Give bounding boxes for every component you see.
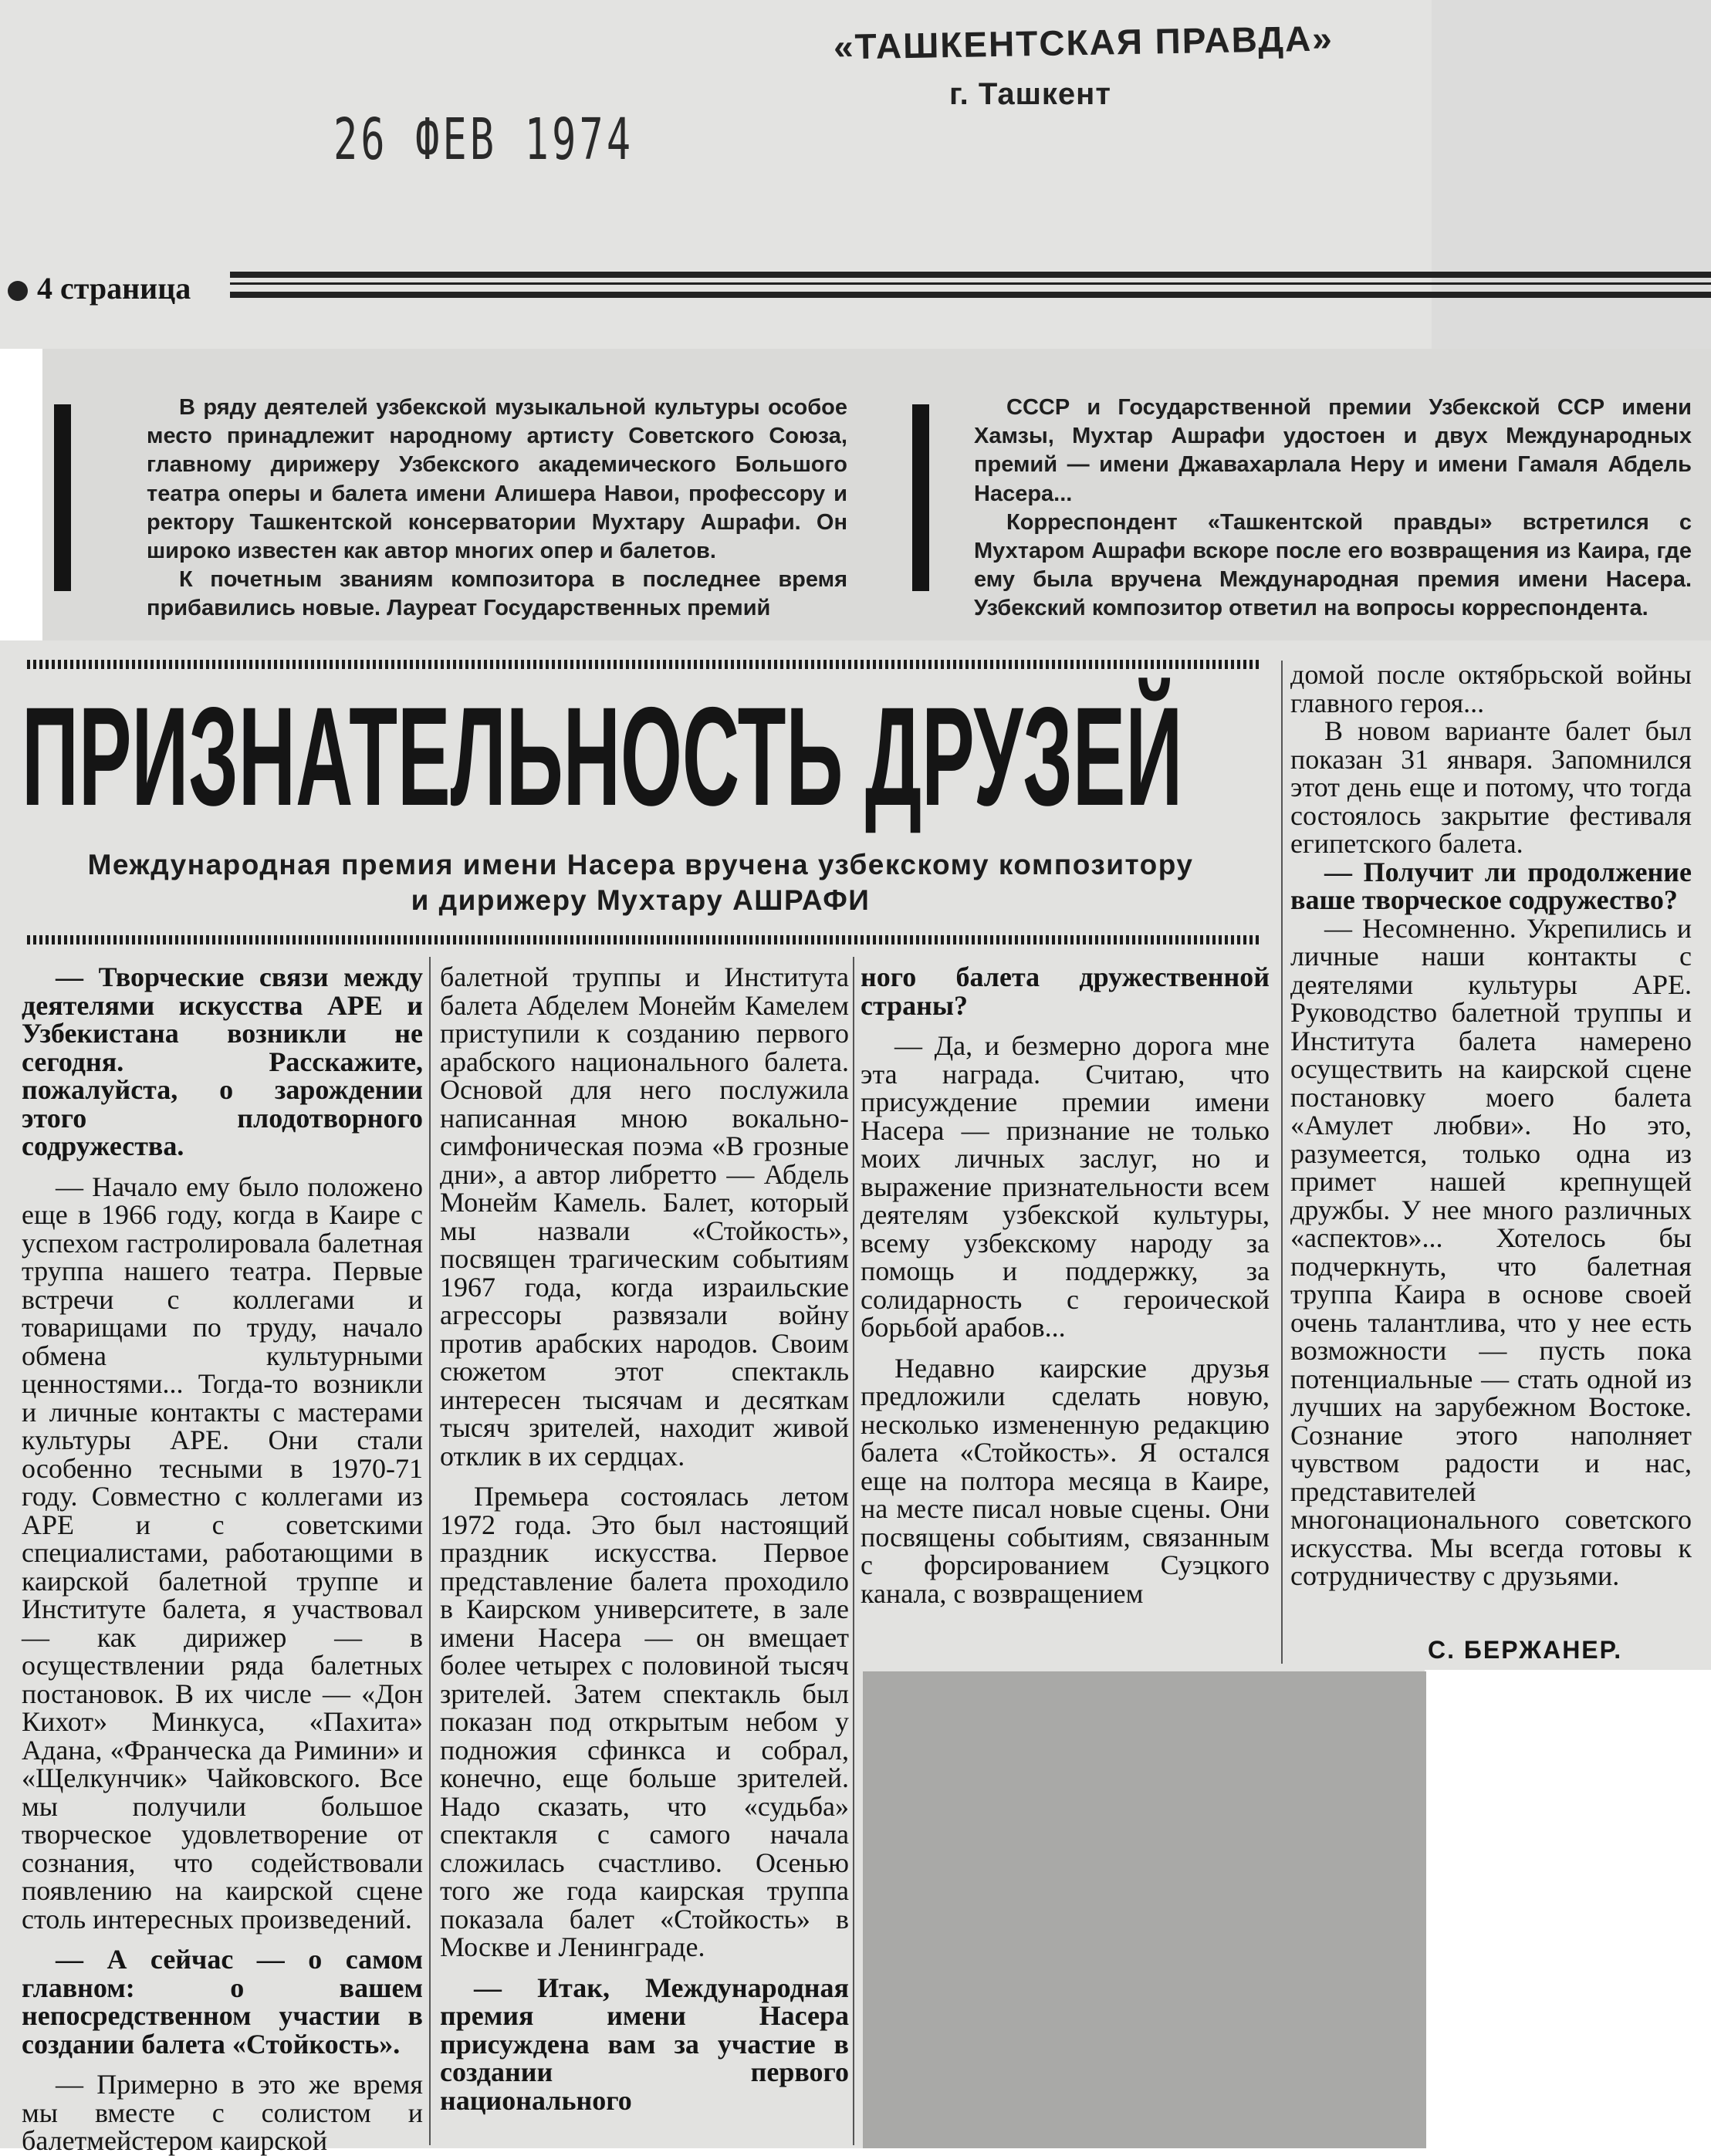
intro-paragraph: СССР и Государственной премии Узбекской ССР имени Хамзы, Мухтар Ашрафи удостоен и двух Международных премий — имени Джавахарлала Неру и имени Гамаля Абдель Насера...	[974, 395, 1692, 506]
article-column-2	[440, 963, 849, 2114]
answer-paragraph: Недавно каирские друзья предложили сделать новую, несколько измененную редакцию балета «Стойкость». Я остался еще на полтора месяца в Каире, на месте писал новые сцены. Они посвящены событиям, связанным с форсированием Суэцкого канала, с возвращением	[861, 1352, 1270, 1609]
answer-paragraph: — Начало ему было положено еще в 1966 году, когда в Каире с успехом гастролировала балетная труппа нашего театра. Первые встречи с коллегами и товарищами по труду, начало обмена культурными ценностями... Тогда-то возникли и личные контакты с мастерами культуры АРЕ. Они стали особенно тесными в 1970-71 году. Совместно с коллегами из АРЕ и с советскими специалистами, работающими в каирской балетной труппе и Институте балета, я участвовал — как дирижер — в осуществлении ряда балетных постановок. В их числе — «Дон Кихот» Минкуса, «Пахита» Адана, «Франческа да Римини» и «Щелкунчик» Чайковского. Все мы получили большое творческое удовлетворение от сознания, что содействовали появлению на каирской сцене столь интересных произведений.	[22, 1171, 423, 1935]
question-paragraph: — Итак, Международная премия имени Насера присуждена вам за участие в создании первого национального	[440, 1972, 849, 2116]
city-stamp: г. Ташкент	[949, 77, 1111, 111]
page-number: 4 страница	[37, 271, 191, 306]
scan-background	[863, 1671, 1426, 2148]
newspaper-stamp: «ТАШКЕНТСКАЯ ПРАВДА»	[833, 18, 1334, 67]
intro-bar	[54, 404, 71, 591]
answer-paragraph: В новом варианте балет был показан 31 января. Запомнился этот день еще и потому, что тогда состоялось закрытие фестиваля египетского балета.	[1290, 715, 1692, 859]
answer-paragraph: Премьера состоялась летом 1972 года. Это был настоящий праздник искусства. Первое представление балета проходило в Каирском университете, в зале имени Насера — он вмещает более четырех с половиной тысяч зрителей. Затем спектакль был показан под открытым небом у подножия сфинкса и собрал, конечно, еще больше зрителей. Надо сказать, что «судьба» спектакля с самого начала сложилась счастливо. Осенью того же года каирская труппа показала балет «Стойкость» в Москве и Ленинграде.	[440, 1481, 849, 1962]
intro-paragraph: К почетным званиям композитора в последнее время прибавились новые. Лауреат Государственных премий	[147, 567, 847, 621]
intro-left-column	[147, 394, 847, 623]
intro-paragraph: В ряду деятелей узбекской музыкальной культуры особое место принадлежит народному артисту Советского Союза, главному дирижеру Узбекского академического Большого театра оперы и балета имени Алишера Навои, профессору и ректору Ташкентской консерватории Мухтару Ашрафи. Он широко известен как автор многих опер и балетов.	[147, 395, 847, 564]
dotted-rule	[27, 660, 1262, 669]
answer-paragraph: — Примерно в это же время мы вместе с солистом и балетмейстером каирской	[22, 2069, 423, 2156]
question-paragraph: — Получит ли продолжение ваше творческое содружество?	[1290, 856, 1692, 915]
column-divider	[429, 957, 431, 2145]
answer-paragraph: домой после октябрьской войны главного героя...	[1290, 659, 1692, 718]
header-rule	[230, 292, 1711, 298]
bullet-icon	[8, 281, 28, 301]
headline: ПРИЗНАТЕЛЬНОСТЬ ДРУЗЕЙ	[22, 678, 1183, 835]
column-divider	[1281, 661, 1283, 1664]
date-stamp: 26 ФЕВ 1974	[333, 106, 634, 173]
author-signature: С. БЕРЖАНЕР.	[1428, 1636, 1623, 1664]
header-rule	[230, 282, 1711, 285]
article-column-1	[22, 963, 423, 2155]
clipping-header-paper-right	[1432, 0, 1711, 351]
dotted-rule	[27, 935, 1262, 945]
subtitle-line: Международная премия имени Насера вручена узбекскому композитору	[87, 849, 1194, 880]
header-rule	[230, 272, 1711, 278]
answer-paragraph: балетной труппы и Института балета Абделем Монейм Камелем приступили к созданию первого арабского национального балета. Основой для него послужила написанная мною вокально-симфоническая поэма «В грозные дни», а автор либретто — Абдель Монейм Камель. Балет, который мы назвали «Стойкость», посвящен трагическим событиям 1967 года, когда израильские агрессоры развязали войну против арабских народов. Своим сюжетом этот спектакль интересен тысячам и десяткам тысяч зрителей, находит живой отклик в их сердцах.	[440, 961, 849, 1472]
article-column-3	[861, 963, 1270, 1607]
question-paragraph: — Творческие связи между деятелями искусства АРЕ и Узбекистана возникли не сегодня. Расскажите, пожалуйста, о зарождении этого плодотворного содружества.	[22, 961, 423, 1161]
question-paragraph: ного балета дружественной страны?	[861, 961, 1270, 1021]
article-column-4	[1290, 661, 1692, 1590]
intro-paragraph: Корреспондент «Ташкентской правды» встретился с Мухтаром Ашрафи вскоре после его возвращения из Каира, где ему была вручена Международная премия имени Насера. Узбекский композитор ответил на вопросы корреспондента.	[974, 509, 1692, 621]
subtitle	[23, 847, 1258, 918]
intro-right-column	[974, 394, 1692, 623]
answer-paragraph: — Несомненно. Укрепились и личные наши контакты с деятелями культуры АРЕ. Руководство балетной труппы и Института балета намерено осуществить на каирской сцене постановку моего балета «Амулет любви». Но это, разумеется, только одна из примет нашей крепнущей дружбы. У нее много различных «аспектов»... Хотелось бы подчеркнуть, что балетная труппа Каира в основе своей очень талантлива, что у нее есть возможности — пусть пока потенциальные — стать одной из лучших на зарубежном Востоке. Сознание этого наполняет чувством радости и нас, представителей многонационального советского искусства. Мы всегда готовы к сотрудничеству с друзьями.	[1290, 912, 1692, 1591]
column-divider	[853, 957, 854, 2145]
answer-paragraph: — Да, и безмерно дорога мне эта награда. Считаю, что присуждение премии имени Насера — признание не только моих личных заслуг, но и выражение признательности всем деятелям узбекской культуры, всему узбекскому народу за помощь и поддержку, за солидарность с героической борьбой арабов...	[861, 1030, 1270, 1343]
question-paragraph: — А сейчас — о самом главном: о вашем непосредственном участии в создании балета «Стойкость».	[22, 1944, 423, 2060]
subtitle-line: и дирижеру Мухтару АШРАФИ	[411, 884, 871, 916]
intro-bar	[912, 404, 929, 591]
